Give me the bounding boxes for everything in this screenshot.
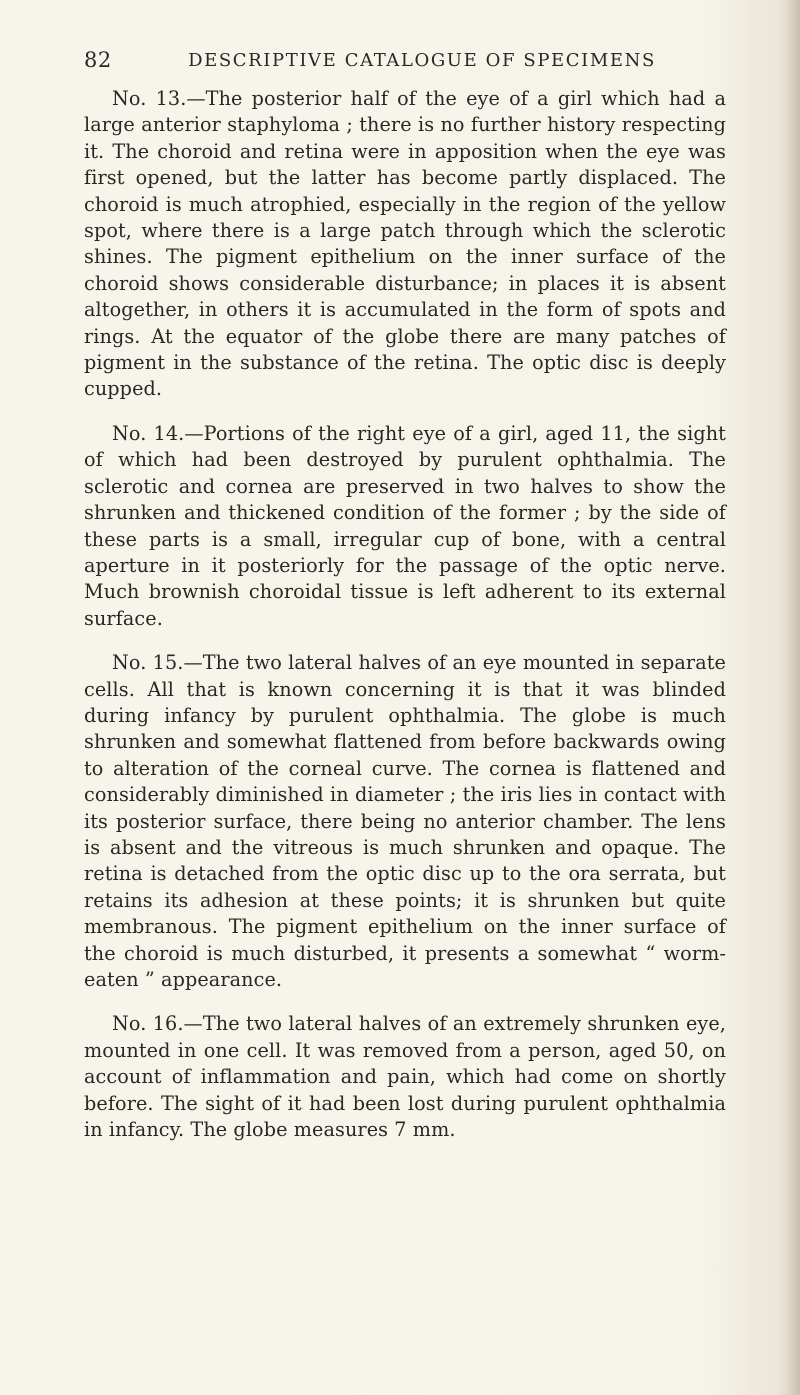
catalogue-entry-14: No. 14.—Portions of the right eye of a girl, aged 11, the sight of which had been destroyed by purulent ophthalmia. The sclerotic and cornea are preserved in two halves to show the shrunken and thickened condition of the former ; by the side of these parts is a small, irregular cup of bone, with a central aperture in it posteriorly for the passage of the optic nerve. Much brownish choroidal tissue is left adherent to its external surface. [84,421,726,630]
catalogue-entry-13: No. 13.—The posterior half of the eye of a girl which had a large anterior staphyloma ; there is no further history respecting it. The choroid and retina were in apposition when the eye was first opened, but the latter has become partly displaced. The choroid is much atrophied, especially in the region of the yellow spot, where there is a large patch through which the sclerotic shines. The pigment epithelium on the inner surface of the choroid shows considerable disturbance; in places it is absent altogether, in others it is accumulated in the form of spots and rings. At the equator of the globe there are many patches of pigment in the substance of the retina. The optic disc is deeply cupped. [84,87,726,401]
catalogue-entry-16: No. 16.—The two lateral halves of an extremely shrunken eye, mounted in one cell. It was removed from a person, aged 50, on account of inflammation and pain, which had come on shortly before. The sight of it had been lost during purulent ophthalmia in infancy. The globe measures 7 mm. [84,1012,726,1142]
page-number: 82 [84,48,112,72]
page-edge-shadow [786,0,800,1395]
catalogue-entry-15: No. 15.—The two lateral halves of an eye mounted in separate cells. All that is known concerning it is that it was blinded during infancy by purulent ophthalmia. The globe is much shrunken and somewhat flattened from before backwards owing to alteration of the corneal curve. The cornea is flattened and considerably diminished in diameter ; the iris lies in contact with its posterior surface, there being no anterior chamber. The lens is absent and the vitreous is much shrunken and opaque. The retina is detached from the optic disc up to the ora serrata, but retains its adhesion at these points; it is shrunken but quite membranous. The pigment epithelium on the inner surface of the choroid is much disturbed, it presents a somewhat “ worm-eaten ” appearance. [84,651,726,991]
running-head: DESCRIPTIVE CATALOGUE OF SPECIMENS [188,50,656,71]
page-header [84,48,724,78]
catalogue-body [84,86,726,1161]
